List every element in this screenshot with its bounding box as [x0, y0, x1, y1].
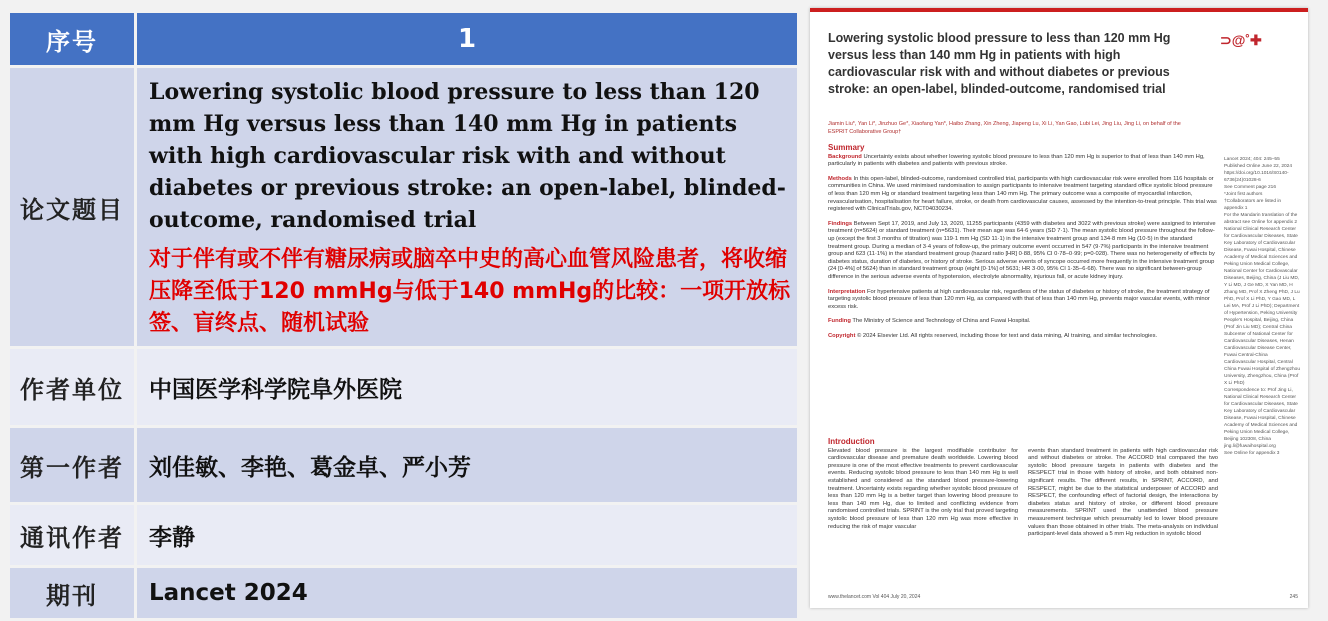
paper-title-chinese: 对于伴有或不伴有糖尿病或脑卒中史的高心血管风险患者，将收缩压降至低于120 mmHg与低于140 mmHg的比较：一项开放标签、盲终点、随机试验: [149, 247, 791, 336]
funding-text: The Ministry of Science and Technology of China and Fuwai Hospital.: [852, 318, 1031, 325]
intro-heading: Introduction: [828, 437, 875, 446]
table-header-row: [10, 13, 797, 65]
title-cell: [137, 68, 797, 346]
summary-heading: Summary: [828, 143, 865, 152]
paper-authors: Jiamin Liu*, Yan Li*, Jinzhuo Ge*, Xiaofang Yan*, Haibo Zhang, Xin Zheng, Jiapeng Lu, Xi Li, Yan Gao, Lubi Lei, Jing Liu, Jing Li, on behalf of the ESPRIT Collaborative Group†: [828, 121, 1181, 135]
serial-value: 1: [137, 13, 797, 65]
institution-value: 中国医学科学院阜外医院: [137, 349, 797, 425]
summary-copyright: [828, 333, 1218, 341]
paper-introduction: [828, 438, 1218, 539]
findings-label: Findings: [828, 220, 853, 227]
methods-text: In this open-label, blinded-outcome, randomised controlled trial, participants with high cardiovascular risk were enrolled from 116 hospitals or communities in China. We used minimised randomisation to assign participants to intensive treatment targeting standard office systolic blood pressure of less than 120 mm Hg or standard treatment targeting less than 140 mm Hg. The primary outcome was a composite of myocardial infarction, revascularisation, hospitalisation for heart failure, stroke, or death from cardiovascular causes, assessed by the intention-to-treat principle. This trial was registered with ClinicalTrials.gov, NCT04030234.: [828, 175, 1217, 213]
copyright-label: Copyright: [828, 332, 856, 339]
summary-interpretation: [828, 289, 1218, 312]
summary-findings: [828, 221, 1218, 282]
paper-sidebar: Lancet 2024; 404: 245–55 Published Online June 22, 2024 https://doi.org/10.1016/S0140-6736(24)01028-6 See Comment page 216 *Joint first authors †Collaborators are listed in appendix 1 For the Mandarin translation of the abstract see Online for appendix 2 National Clinical Research Center for Cardiovascular Diseases, State Key Laboratory of Cardiovascular Disease, Fuwai Hospital, Chinese Academy of Medical Sciences and Peking Union Medical College, National Center for Cardiovascular Diseases, Beijing, China (J Liu MD, Y Li MD, J Ge MD, X Yan MD, H Zhang MD, Prof X Zheng PhD, J Lu PhD, Prof X Li PhD, Y Gao MD, L Lei MA, Prof J Li PhD); Department of Hypertension, Peking University People's Hospital, Beijing, China (Prof Jin Liu MD); Central China Subcenter of National Center for Cardiovascular Diseases, Henan Cardiovascular Disease Center, Fuwai Central-China Cardiovascular Hospital, Central China Fuwai Hospital of Zhengzhou University, Zhengzhou, China (Prof X Li PhD) Correspondence to: Prof Jing Li, National Clinical Research Center for Cardiovascular Diseases, State Key Laboratory of Cardiovascular Disease, Fuwai Hospital, Chinese Academy of Medical Sciences and Peking Union Medical College, Beijing 102308, China jing.li@fuwaihospital.org See Online for appendix 3: [1224, 157, 1300, 456]
corresponding-author-row: [10, 505, 797, 565]
copyright-text: © 2024 Elsevier Ltd. All rights reserved, including those for text and data mining, AI training, and similar technologies.: [857, 332, 1158, 339]
title-row: [10, 68, 797, 346]
paper-title-english: Lowering systolic blood pressure to less than 120 mm Hg versus less than 140 mm Hg in patients with high cardiovascular risk with and without diabetes or previous stroke: an open-label, blinded-outcome, randomised trial: [149, 79, 786, 233]
intro-column-1: Elevated blood pressure is the largest modifiable contributor for cardiovascular disease and premature death worldwide. Lowering blood pressure is one of the most effective treatments to prevent cardiovascular events. Reducing systolic blood pressure to less than 140 mm Hg is well established and considered as the standard blood pressure-lowering treatment. Uncertainty exists regarding whether systolic blood pressure of less than 120 mm Hg is a better target than lowering blood pressure to less than 140 mm Hg, due to limited and conflicting evidence from randomised controlled trials. SPRINT is the only trial that proved targeting systolic blood pressure of less than 120 mm Hg was more effective in reducing the risk of major vascular: [828, 447, 1018, 530]
summary-methods: [828, 176, 1218, 214]
corresponding-author-value: 李静: [137, 505, 797, 565]
footer-journal-info: www.thelancet.com Vol 404 July 20, 2024: [828, 594, 921, 600]
paper-info-table: [10, 10, 797, 621]
title-label: 论文题目: [10, 68, 137, 346]
journal-row: [10, 568, 797, 618]
paper-page-image: [810, 8, 1308, 608]
findings-text: Between Sept 17, 2019, and July 13, 2020, 11255 participants (4359 with diabetes and 3022 with previous stroke) were assigned to intensive treatment (n=5624) or standard treatment (n=5631). Their mean age was 64·6 years (SD 7·1). The mean systolic blood pressure throughout the follow-up (except the first 3 months of titration) was 119·1 mm Hg (SD 11·1) in the intensive treatment group and 134·8 mm Hg (10·5) in the standard treatment group. During a median of 3·4 years of follow-up, the primary outcome event occurred in 547 (9·7%) participants in the intensive treatment group and 623 (11·1%) in the standard treatment group (hazard ratio [HR] 0·88, 95% CI 0·78–0·99; p=0·028). There was no heterogeneity of effects by diabetes status, duration of diabetes, or history of stroke. Serious adverse events of syncope occurred more frequently in the intensive treatment group (24 [0·4%] of 5624) than in standard treatment group (eight [0·1%] of 5631; HR 3·00, 95% CI 1·35–6·68). There was no significant between-group difference in the serious adverse events of hypotension, electrolyte abnormality, injurious fall, or acute kidney injury.: [828, 220, 1216, 280]
first-author-row: [10, 428, 797, 502]
methods-label: Methods: [828, 175, 852, 182]
footer-page-number: 245: [1289, 594, 1298, 600]
institution-row: [10, 349, 797, 425]
journal-logo-icon: ⊃@˚✚: [1220, 32, 1262, 48]
intro-column-2: events than standard treatment in patients with high cardiovascular risk and without diabetes or stroke. The ACCORD trial compared the two systolic blood pressure targets in patients with diabetes and the RESPECT trial in those with history of stroke, and both obtained non-significant results. The different results, in SPRINT, ACCORD, and RESPECT, might be due to the statistical underpower of ACCORD and RESPECT, the confounding effect of factorial design, the interactions by diabetes status and history of stroke, or different blood pressure measurements. SPRINT used the unattended blood pressure measurement technique which presumably led to lower blood pressure values than those obtained in other trials. The meta-analysis on individual participant-level data showed a 5 mm Hg reduction in systolic blood: [1028, 447, 1218, 538]
serial-label: 序号: [10, 13, 137, 65]
interpretation-label: Interpretation: [828, 288, 866, 295]
journal-value: Lancet 2024: [137, 568, 797, 618]
first-author-label: 第一作者: [10, 428, 137, 502]
background-text: Uncertainty exists about whether lowering systolic blood pressure to less than 120 mm Hg is superior to that of less than 140 mm Hg, particularly in patients with diabetes and patients with previous stroke.: [828, 153, 1205, 168]
paper-summary: [828, 144, 1218, 347]
summary-funding: [828, 318, 1218, 326]
background-label: Background: [828, 153, 862, 160]
paper-footer: [828, 594, 1298, 600]
interpretation-text: For hypertensive patients at high cardiovascular risk, regardless of the status of diabetes or history of stroke, the treatment strategy of targeting systolic blood pressure of less than 120 mm Hg, as compared with that of less than 140 mm Hg, prevents major vascular events, with minor excess risk.: [828, 288, 1210, 310]
journal-top-bar: [810, 8, 1308, 12]
journal-label: 期刊: [10, 568, 137, 618]
institution-label: 作者单位: [10, 349, 137, 425]
paper-page-title: Lowering systolic blood pressure to less than 120 mm Hg versus less than 140 mm Hg in patients with high cardiovascular risk with and without diabetes or previous stroke: an open-label, blinded-outcome, randomised trial: [828, 31, 1171, 96]
funding-label: Funding: [828, 318, 851, 325]
first-author-value: 刘佳敏、李艳、葛金卓、严小芳: [137, 428, 797, 502]
summary-background: [828, 154, 1218, 169]
corresponding-author-label: 通讯作者: [10, 505, 137, 565]
